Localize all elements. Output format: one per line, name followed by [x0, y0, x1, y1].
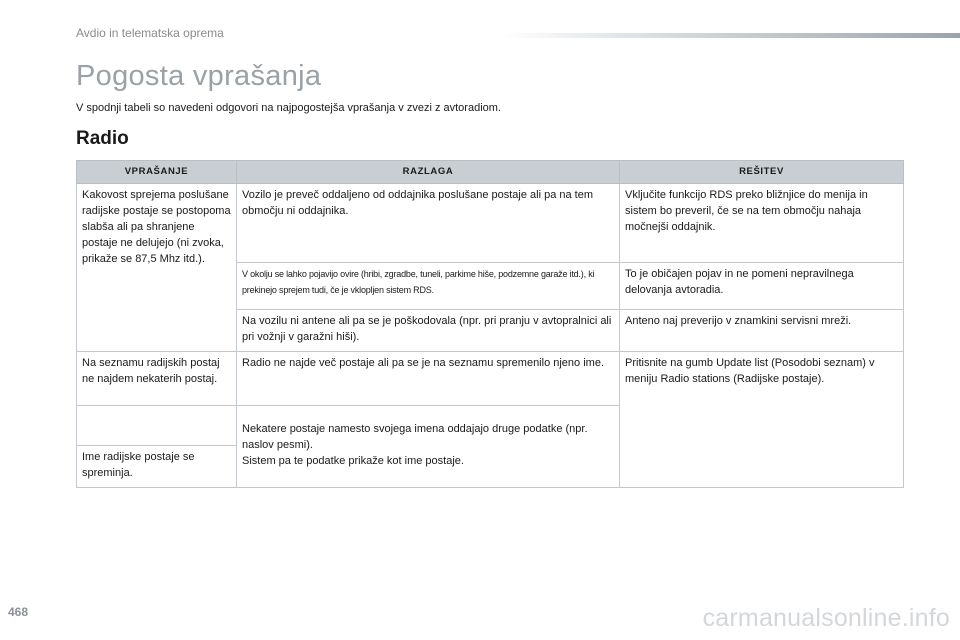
solution-cell: Pritisnite na gumb Update list (Posodobi seznam) v meniju Radio stations (Radijske postaje).: [620, 352, 904, 488]
chapter-header: Avdio in telematska oprema: [76, 26, 224, 40]
solution-cell: Anteno naj preverijo v znamkini servisni mreži.: [620, 310, 904, 352]
table-row: [77, 184, 904, 263]
section-title-radio: Radio: [76, 128, 129, 149]
explanation-cell: [237, 406, 620, 488]
column-header-explanation: RAZLAGA: [237, 161, 620, 184]
column-header-solution: REŠITEV: [620, 161, 904, 184]
page-title: Pogosta vprašanja: [76, 60, 322, 92]
explanation-cell: V okolju se lahko pojavijo ovire (hribi, zgradbe, tuneli, parkime hiše, podzemne garaže itd.), ki prekinejo sprejem tudi, če je vklopljen sistem RDS.: [237, 263, 620, 310]
explanation-cell: Na vozilu ni antene ali pa se je poškodovala (npr. pri pranju v avtopralnici ali pri vožnji v garažni hiši).: [237, 310, 620, 352]
question-cell: Ime radijske postaje se spreminja.: [77, 446, 237, 488]
question-cell-empty: [77, 406, 237, 446]
question-cell: Na seznamu radijskih postaj ne najdem nekaterih postaj.: [77, 352, 237, 406]
faq-table: [76, 160, 904, 488]
solution-cell: Vključite funkcijo RDS preko bližnjice do menija in sistem bo preveril, če se na tem območju nahaja močnejši oddajnik.: [620, 184, 904, 263]
table-row: [77, 352, 904, 406]
watermark: carmanualsonline.info: [702, 604, 950, 632]
page-number: 468: [8, 605, 29, 619]
question-cell: Kakovost sprejema poslušane radijske postaje se postopoma slabša ali pa shranjene postaje ne delujejo (ni zvoka, prikaže se 87,5 Mhz itd.).: [77, 184, 237, 352]
explanation-line: Sistem pa te podatke prikaže kot ime postaje.: [242, 455, 464, 467]
explanation-cell: Vozilo je preveč oddaljeno od oddajnika poslušane postaje ali pa na tem območju ni oddajnika.: [237, 184, 620, 263]
intro-text: V spodnji tabeli so navedeni odgovori na najpogostejša vprašanja v zvezi z avtoradiom.: [76, 102, 501, 114]
explanation-cell: Radio ne najde več postaje ali pa se je na seznamu spremenilo njeno ime.: [237, 352, 620, 406]
header-gradient-bar: [500, 33, 960, 38]
explanation-line: Nekatere postaje namesto svojega imena oddajajo druge podatke (npr. naslov pesmi).: [242, 423, 588, 451]
column-header-question: VPRAŠANJE: [77, 161, 237, 184]
table-header-row: [77, 161, 904, 184]
solution-cell: To je običajen pojav in ne pomeni nepravilnega delovanja avtoradia.: [620, 263, 904, 310]
